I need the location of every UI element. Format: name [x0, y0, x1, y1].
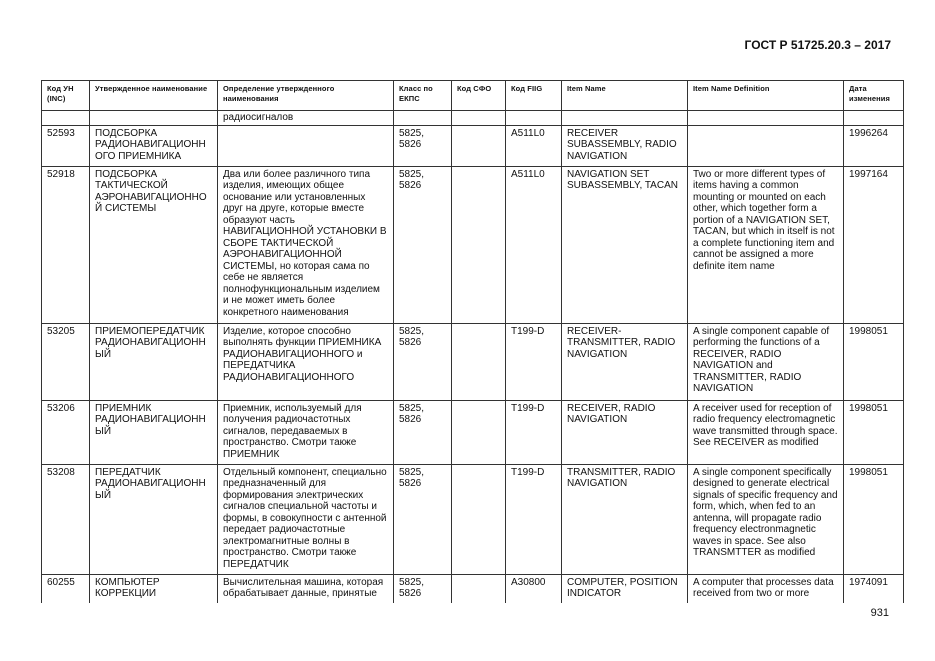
- cell-date: 1974091: [844, 574, 904, 603]
- cell-item-name: RECEIVER, RADIO NAVIGATION: [562, 400, 688, 464]
- cell-sfo: [452, 574, 506, 603]
- col-header-date: Дата изменения: [844, 81, 904, 111]
- cell-class: 5825, 5826: [394, 574, 452, 603]
- cell-approved-name: ПОДСБОРКА РАДИОНАВИГАЦИОНН ОГО ПРИЕМНИКА: [90, 125, 218, 166]
- col-header-item-definition: Item Name Definition: [688, 81, 844, 111]
- cell-fiig: T199-D: [506, 400, 562, 464]
- cell-class: 5825, 5826: [394, 125, 452, 166]
- catalog-table: [41, 80, 904, 603]
- cell-fiig: T199-D: [506, 464, 562, 574]
- col-header-inc: Код УН (INC): [42, 81, 90, 111]
- cell-approved-name: ПРИЕМОПЕРЕДАТЧИК РАДИОНАВИГАЦИОНН ЫЙ: [90, 323, 218, 400]
- cell-class: 5825, 5826: [394, 464, 452, 574]
- cell-definition: Вычислительная машина, которая обрабатывает данные, принятые: [218, 574, 394, 603]
- cell-sfo: [452, 464, 506, 574]
- page-number: 931: [870, 607, 889, 619]
- continuation-text: радиосигналов: [218, 111, 394, 126]
- cell-item-name: RECEIVER-TRANSMITTER, RADIO NAVIGATION: [562, 323, 688, 400]
- cell-sfo: [452, 323, 506, 400]
- cell-approved-name: ПРИЕМНИК РАДИОНАВИГАЦИОНН ЫЙ: [90, 400, 218, 464]
- cell-item-definition: A computer that processes data received from two or more: [688, 574, 844, 603]
- cell-class: 5825, 5826: [394, 323, 452, 400]
- cell-item-name: COMPUTER, POSITION INDICATOR: [562, 574, 688, 603]
- cell-definition: [218, 125, 394, 166]
- table-row: [42, 464, 904, 574]
- cell-item-name: TRANSMITTER, RADIO NAVIGATION: [562, 464, 688, 574]
- cell-class: 5825, 5826: [394, 166, 452, 323]
- cell-item-definition: [688, 125, 844, 166]
- cell-sfo: [452, 400, 506, 464]
- cell-approved-name: КОМПЬЮТЕР КОРРЕКЦИИ: [90, 574, 218, 603]
- col-header-fiig: Код FIIG: [506, 81, 562, 111]
- cell-inc: 53205: [42, 323, 90, 400]
- cell-definition: Приемник, используемый для получения радиочастотных сигналов, передаваемых в пространство. Смотри также ПРИЕМНИК: [218, 400, 394, 464]
- cell-definition: Изделие, которое способно выполнять функции ПРИЕМНИКА РАДИОНАВИГАЦИОННОГО и ПЕРЕДАТЧИКА РАДИОНАВИГАЦИОННОГО: [218, 323, 394, 400]
- cell-inc: 53206: [42, 400, 90, 464]
- cell-inc: 60255: [42, 574, 90, 603]
- col-header-approved-name: Утвержденное наименование: [90, 81, 218, 111]
- cell-class: 5825, 5826: [394, 400, 452, 464]
- cell-fiig: A511L0: [506, 125, 562, 166]
- cell-definition: Два или более различного типа изделия, имеющих общее основание или установленных друг на друге, которые вместе образуют часть НАВИГАЦИОННОЙ УСТАНОВКИ В СБОРЕ ТАКТИЧЕСКОЙ АЭРОНАВИГАЦИОННОЙ СИСТЕМЫ, но которая сама по себе не является полнофункциональным изделием и не может иметь более конкретного наименования: [218, 166, 394, 323]
- cell-inc: 52593: [42, 125, 90, 166]
- table-row: [42, 125, 904, 166]
- cell-sfo: [452, 125, 506, 166]
- cell-item-definition: Two or more different types of items having a common mounting or mounted on each other, which together form a portion of a NAVIGATION SET, TACAN, but which in itself is not a complete functioning item and cannot be assigned a more definite item name: [688, 166, 844, 323]
- col-header-item-name: Item Name: [562, 81, 688, 111]
- table-row: [42, 400, 904, 464]
- col-header-class: Класс по ЕКПС: [394, 81, 452, 111]
- cell-inc: 53208: [42, 464, 90, 574]
- table-row: [42, 323, 904, 400]
- cell-date: 1997164: [844, 166, 904, 323]
- cell-item-name: NAVIGATION SET SUBASSEMBLY, TACAN: [562, 166, 688, 323]
- cell-definition: Отдельный компонент, специально предназначенный для формирования электрических сигналов специальной частоты и формы, в совокупности с антенной передает радиочастотные электромагнитные волны в пространство. Смотри также ПЕРЕДАТЧИК: [218, 464, 394, 574]
- cell-sfo: [452, 166, 506, 323]
- cell-approved-name: ПОДСБОРКА ТАКТИЧЕСКОЙ АЭРОНАВИГАЦИОННО Й СИСТЕМЫ: [90, 166, 218, 323]
- cell-date: 1998051: [844, 400, 904, 464]
- cell-item-definition: A single component capable of performing the functions of a RECEIVER, RADIO NAVIGATION and TRANSMITTER, RADIO NAVIGATION: [688, 323, 844, 400]
- continuation-row: [42, 111, 904, 126]
- cell-item-name: RECEIVER SUBASSEMBLY, RADIO NAVIGATION: [562, 125, 688, 166]
- cell-item-definition: A receiver used for reception of radio frequency electromagnetic wave transmitted through space. See RECEIVER as modified: [688, 400, 844, 464]
- table-row: [42, 166, 904, 323]
- cell-fiig: A30800: [506, 574, 562, 603]
- col-header-definition: Определение утвержденного наименования: [218, 81, 394, 111]
- cell-date: 1998051: [844, 323, 904, 400]
- col-header-sfo: Код СФО: [452, 81, 506, 111]
- cell-fiig: A511L0: [506, 166, 562, 323]
- cell-date: 1998051: [844, 464, 904, 574]
- table-header-row: [42, 81, 904, 111]
- document-id: ГОСТ Р 51725.20.3 – 2017: [744, 38, 891, 52]
- cell-inc: 52918: [42, 166, 90, 323]
- cell-item-definition: A single component specifically designed to generate electrical signals of specific frequency and form, which, when fed to an antenna, will propagate radio frequency electronmagnetic waves in space. See also TRANSMTTER as modified: [688, 464, 844, 574]
- cell-date: 1996264: [844, 125, 904, 166]
- table-row: [42, 574, 904, 603]
- cell-approved-name: ПЕРЕДАТЧИК РАДИОНАВИГАЦИОНН ЫЙ: [90, 464, 218, 574]
- cell-fiig: T199-D: [506, 323, 562, 400]
